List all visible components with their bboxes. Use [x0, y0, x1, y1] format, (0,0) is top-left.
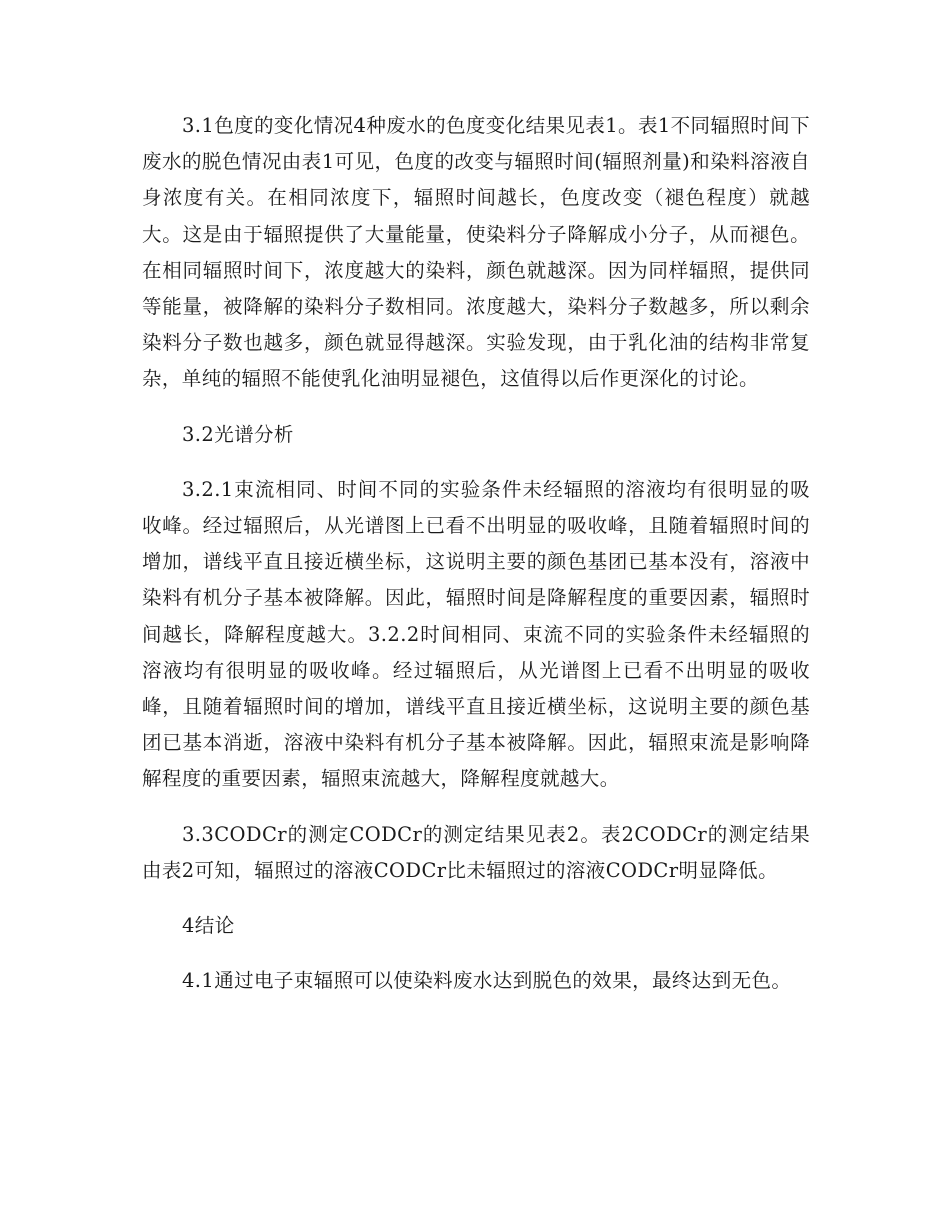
paragraph-spectral-results: 3.2.1束流相同、时间不同的实验条件未经辐照的溶液均有很明显的吸收峰。经过辐照后，从光谱图上已看不出明显的吸收峰，且随着辐照时间的增加，谱线平直且接近横坐标，这说明主要的颜色基团已基本没有，溶液中染料有机分子基本被降解。因此，辐照时间是降解程度的重要因素，辐照时间越长，降解程度越大。3.2.2时间相同、束流不同的实验条件未经辐照的溶液均有很明显的吸收峰。经过辐照后，从光谱图上已看不出明显的吸收峰，且随着辐照时间的增加，谱线平直且接近横坐标，这说明主要的颜色基团已基本消逝，溶液中染料有机分子基本被降解。因此，辐照束流是影响降解程度的重要因素，辐照束流越大，降解程度就越大。 [142, 477, 810, 791]
heading-spectral-analysis: 3.2光谱分析 [182, 422, 294, 446]
paragraph-conclusion-1: 4.1通过电子束辐照可以使染料废水达到脱色的效果，最终达到无色。 [182, 969, 792, 993]
paragraph-color-change: 3.1色度的变化情况4种废水的色度变化结果见表1。表1不同辐照时间下废水的脱色情况由表1可见，色度的改变与辐照时间(辐照剂量)和染料溶液自身浓度有关。在相同浓度下，辐照时间越长，色度改变（褪色程度）就越大。这是由于辐照提供了大量能量，使染料分子降解成小分子，从而褪色。在相同辐照时间下，浓度越大的染料，颜色就越深。因为同样辐照，提供同等能量，被降解的染料分子数相同。浓度越大，染料分子数越多，所以剩余染料分子数也越多，颜色就显得越深。实验发现，由于乳化油的结构非常复杂，单纯的辐照不能使乳化油明显褪色，这值得以后作更深化的讨论。 [142, 114, 810, 391]
paragraph-codcr: 3.3CODCr的测定CODCr的测定结果见表2。表2CODCr的测定结果由表2可知，辐照过的溶液CODCr比未辐照过的溶液CODCr明显降低。 [142, 822, 810, 882]
heading-conclusion: 4结论 [182, 914, 235, 938]
document-body [142, 108, 810, 999]
